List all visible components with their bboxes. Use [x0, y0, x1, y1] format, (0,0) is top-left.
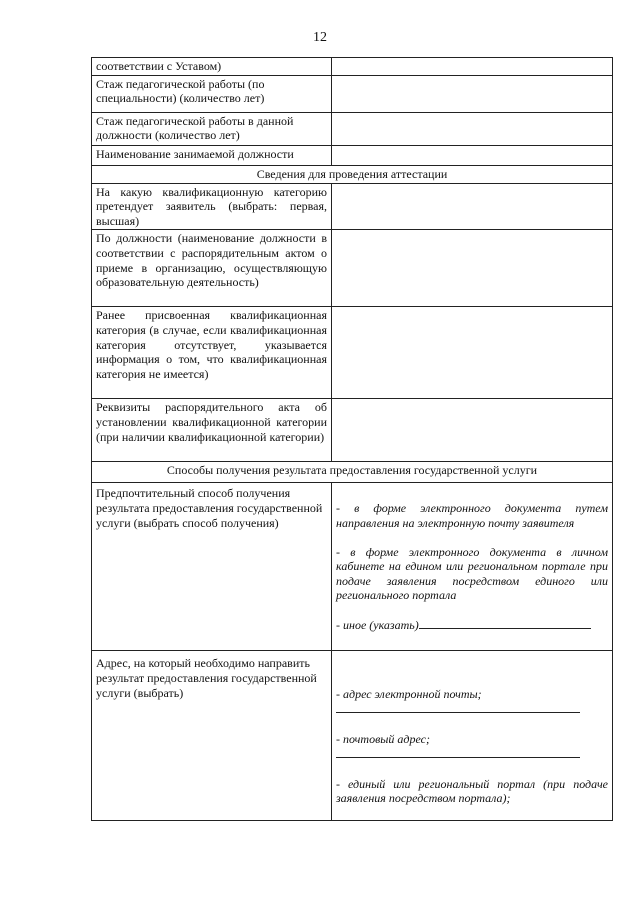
table-row: [92, 58, 613, 76]
row-value-category-requested[interactable]: [332, 183, 613, 230]
row-label-result-method: Предпочтительный способ получения результата предоставления государственной услуги (выбрать способ получения): [92, 483, 332, 651]
table-row: [92, 145, 613, 165]
row-label-act-details: Реквизиты распорядительного акта об установлении квалификационной категории (при наличии квалификационной категории): [92, 399, 332, 462]
row-label-experience-specialty: Стаж педагогической работы (по специальности) (количество лет): [92, 75, 332, 112]
row-label-previous-category: Ранее присвоенная квалификационная категория (в случае, если квалификационная категория отсутствует, указывается информация о том, что квалификационная категория не имеется): [92, 307, 332, 399]
section-header-row: [92, 165, 613, 183]
option-email-address[interactable]: - адрес электронной почты;: [336, 687, 482, 702]
application-form-table: [91, 57, 613, 821]
row-value-act-details[interactable]: [332, 399, 613, 462]
table-row: [92, 75, 613, 112]
postal-address-input[interactable]: [336, 747, 580, 758]
table-row: [92, 112, 613, 145]
table-row: [92, 307, 613, 399]
option-other-input[interactable]: [419, 617, 591, 629]
option-other-label: - иное (указать): [336, 617, 419, 632]
table-row: [92, 483, 613, 651]
row-value-result-method: [332, 483, 613, 651]
row-label-category-requested: На какую квалификационную категорию претендует заявитель (выбрать: первая, высшая): [92, 183, 332, 230]
option-portal-cabinet[interactable]: - в форме электронного документа в личном кабинете на едином или региональном портале при подаче заявления посредством единого или регионального портала: [336, 544, 608, 603]
row-value-result-address: [332, 651, 613, 821]
table-row: [92, 651, 613, 821]
row-label-position-act: По должности (наименование должности в соответствии с распорядительным актом о приеме в организацию, осуществляющую образовательную деятельность): [92, 230, 332, 307]
row-label-position-name: Наименование занимаемой должности: [92, 145, 332, 165]
option-other[interactable]: [336, 617, 608, 633]
row-value-position-act[interactable]: [332, 230, 613, 307]
row-value-experience-specialty[interactable]: [332, 75, 613, 112]
table-row: [92, 183, 613, 230]
page-number: 12: [313, 30, 327, 45]
row-label-result-address: Адрес, на который необходимо направить результат предоставления государственной услуги (выбрать): [92, 651, 332, 821]
table-row: [92, 399, 613, 462]
row-value-position-name[interactable]: [332, 145, 613, 165]
row-label-charter: соответствии с Уставом): [92, 58, 332, 76]
option-portal[interactable]: - единый или региональный портал (при подаче заявления посредством портала);: [336, 776, 608, 806]
section-title-attestation: Сведения для проведения аттестации: [92, 165, 613, 183]
row-value-previous-category[interactable]: [332, 307, 613, 399]
table-row: [92, 230, 613, 307]
row-label-experience-position: Стаж педагогической работы в данной должности (количество лет): [92, 112, 332, 145]
row-value-charter[interactable]: [332, 58, 613, 76]
section-header-row: [92, 462, 613, 483]
section-title-result: Способы получения результата предоставления государственной услуги: [92, 462, 613, 483]
email-address-input[interactable]: [336, 702, 580, 713]
option-postal-address[interactable]: - почтовый адрес;: [336, 731, 430, 746]
row-value-experience-position[interactable]: [332, 112, 613, 145]
option-email-document[interactable]: - в форме электронного документа путем направления на электронную почту заявителя: [336, 501, 608, 530]
